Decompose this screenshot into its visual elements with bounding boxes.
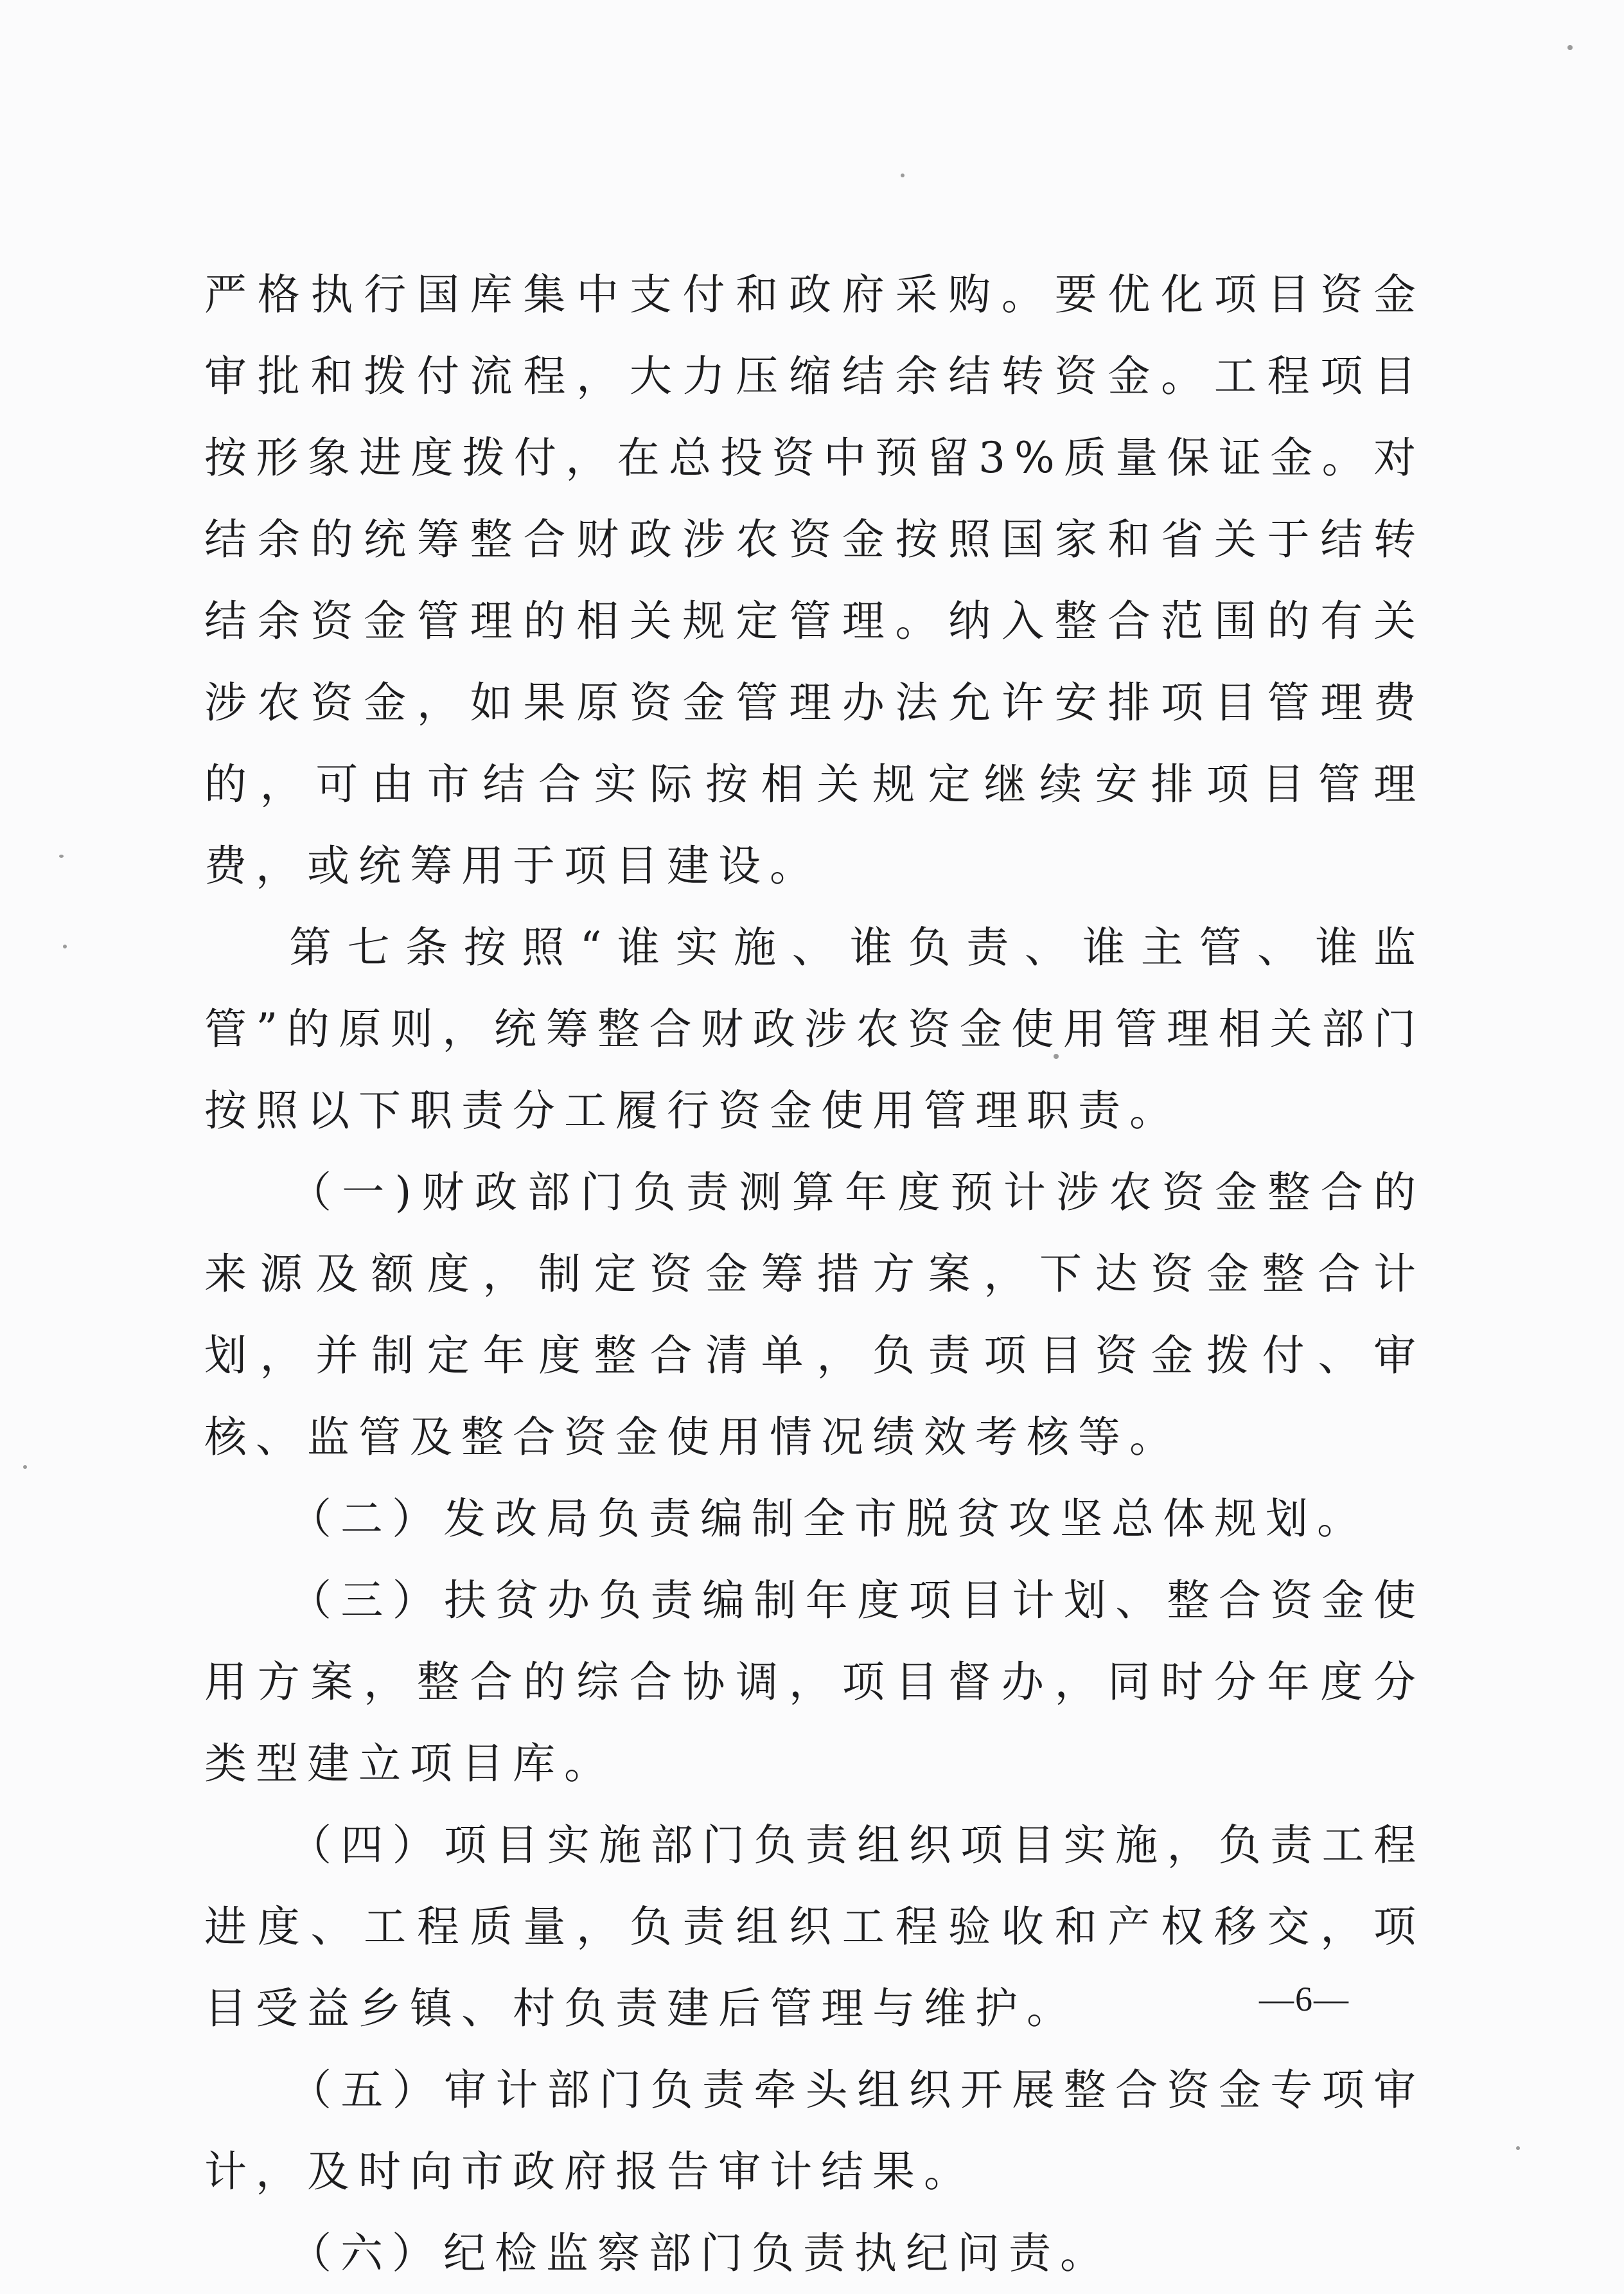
paragraph-item-6: （六）纪检监察部门负责执纪问责。 [289,2228,1111,2278]
scan-speck [23,1465,27,1469]
scan-speck [1054,1054,1059,1059]
paragraph-article-7: 第七条按照“谁实施、谁负责、谁主管、谁监管”的原则，统筹整合财政涉农资金使用管理相关部门按照以下职责分工履行资金使用管理职责。 [204,923,1425,1135]
page-number: —6— [1259,1980,1350,2018]
scan-speck [1567,45,1573,50]
scan-speck [59,855,64,858]
document-body [204,254,1425,2294]
paragraph-item-3: （三）扶贫办负责编制年度项目计划、整合资金使用方案，整合的综合协调，项目督办，同时分年度分类型建立项目库。 [204,1576,1425,1788]
paragraph-item-5: （五）审计部门负责牵头组织开展整合资金专项审计，及时向市政府报告审计结果。 [204,2065,1425,2196]
paragraph-item-1: （一)财政部门负责测算年度预计涉农资金整合的来源及额度，制定资金筹措方案，下达资金整合计划，并制定年度整合清单，负责项目资金拨付、审核、监管及整合资金使用情况绩效考核等。 [204,1168,1425,1462]
scan-speck [901,173,905,177]
paragraph-1-continuation: 严格执行国库集中支付和政府采购。要优化项目资金审批和拨付流程，大力压缩结余结转资金。工程项目按形象进度拨付，在总投资中预留3%质量保证金。对结余的统筹整合财政涉农资金按照国家和省关于结转结余资金管理的相关规定管理。纳入整合范围的有关涉农资金，如果原资金管理办法允许安排项目管理费的，可由市结合实际按相关规定继续安排项目管理费，或统筹用于项目建设。 [204,270,1425,891]
scan-speck [1516,2146,1520,2150]
paragraph-item-4: （四）项目实施部门负责组织项目实施，负责工程进度、工程质量，负责组织工程验收和产权移交，项目受益乡镇、村负责建后管理与维护。 [204,1820,1425,2033]
paragraph-item-2: （二）发改局负责编制全市脱贫攻坚总体规划。 [289,1494,1368,1543]
scan-speck [63,945,67,948]
